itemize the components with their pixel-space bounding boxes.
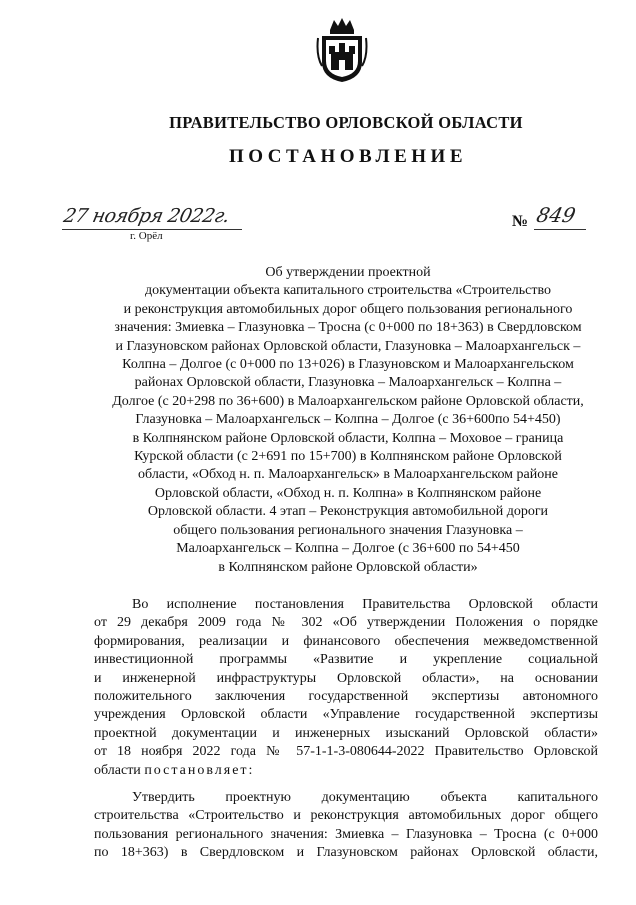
paragraph-line: Во исполнение постановления Правительства Орловской области	[132, 597, 598, 612]
subject-line: Глазуновка – Малоархангельск – Колпна – Долгое (с 36+600по 54+450)	[135, 412, 561, 428]
subject-line: Долгое (с 20+298 по 36+600) в Малоархангельском районе Орловской области,	[112, 393, 584, 409]
subject-line: и реконструкция автомобильных дорог общего пользования регионального	[123, 301, 573, 317]
paragraph-line: положительного заключения государственной экспертизы автономного	[94, 689, 598, 705]
subject-line: общего пользования регионального значения Глазуновка –	[173, 522, 523, 538]
document-type-title: ПОСТАНОВЛЕНИЕ	[228, 146, 468, 167]
number-underline	[534, 229, 586, 230]
subject-line: Орловской области, «Обход н. п. Колпна» в Колпнянском районе	[154, 485, 542, 501]
paragraph-line: формирования, реализации и финансового обеспечения межведомственной	[94, 633, 598, 649]
handwritten-date: 27 ноября 2022г.	[61, 205, 232, 227]
paragraph-line: от 29 декабря 2009 года № 302 «Об утверждении Положения о порядке	[94, 615, 598, 631]
paragraph-line: пользования регионального значения: Змиевка – Глазуновка – Тросна (с 0+000	[94, 826, 598, 842]
subject-line: Орловской области. 4 этап – Реконструкция автомобильной дороги	[147, 504, 549, 520]
paragraph-line: и инженерной инфраструктуры Орловской области», на основании	[94, 670, 598, 686]
document-subject	[90, 264, 606, 577]
paragraph-line: инвестиционной программы «Развитие и укрепление социальной	[94, 652, 598, 668]
paragraph-line	[94, 762, 598, 780]
subject-line: значения: Змиевка – Глазуновка – Тросна (с 0+000 по 18+363) в Свердловском	[114, 320, 582, 336]
preamble-paragraph	[94, 596, 598, 780]
paragraph-line: строительства «Строительство и реконструкция автомобильных дорог общего	[94, 808, 598, 824]
subject-line: в Колпнянском районе Орловской области»	[218, 559, 478, 575]
subject-line: Малоархангельск – Колпна – Долгое (с 36+600 по 54+450	[176, 541, 520, 557]
coat-of-arms-icon	[316, 16, 368, 84]
resolve-prefix: области	[94, 762, 141, 778]
subject-line: Курской области (с 2+691 по 15+700) в Колпнянском районе Орловской	[134, 449, 562, 465]
subject-line: Об утверждении проектной	[265, 265, 431, 280]
operative-paragraph	[94, 789, 598, 863]
organization-title: ПРАВИТЕЛЬСТВО ОРЛОВСКОЙ ОБЛАСТИ	[169, 113, 523, 132]
subject-line: и Глазуновском районах Орловской области, Глазуновка – Малоархангельск –	[115, 338, 581, 354]
subject-line: районах Орловской области, Глазуновка – Малоархангельск – Колпна –	[134, 375, 562, 391]
city-label: г. Орёл	[130, 230, 163, 242]
paragraph-line: проектной документации и инженерных изысканий Орловской области»	[94, 725, 598, 741]
subject-line: Колпна – Долгое (с 0+000 по 13+026) в Глазуновском и Малоархангельском	[122, 357, 574, 373]
number-label: №	[512, 213, 529, 230]
paragraph-line: по 18+363) в Свердловском и Глазуновском районах Орловской области,	[94, 845, 598, 861]
resolve-verb: постановляет:	[144, 762, 255, 778]
subject-line: документации объекта капитального строительства «Строительство	[144, 283, 552, 299]
subject-line: в Колпнянском районе Орловской области, Колпна – Моховое – граница	[132, 430, 564, 446]
handwritten-number: 849	[534, 203, 578, 227]
subject-line: области, «Обход н. п. Малоархангельск» в Малоархангельском районе	[138, 467, 558, 483]
paragraph-line: учреждения Орловской области «Управление государственной экспертизы	[94, 707, 598, 723]
paragraph-line: от 18 ноября 2022 года № 57-1-1-3-080644-2022 Правительство Орловской	[94, 744, 598, 760]
paragraph-line: Утвердить проектную документацию объекта капитального	[132, 790, 598, 805]
